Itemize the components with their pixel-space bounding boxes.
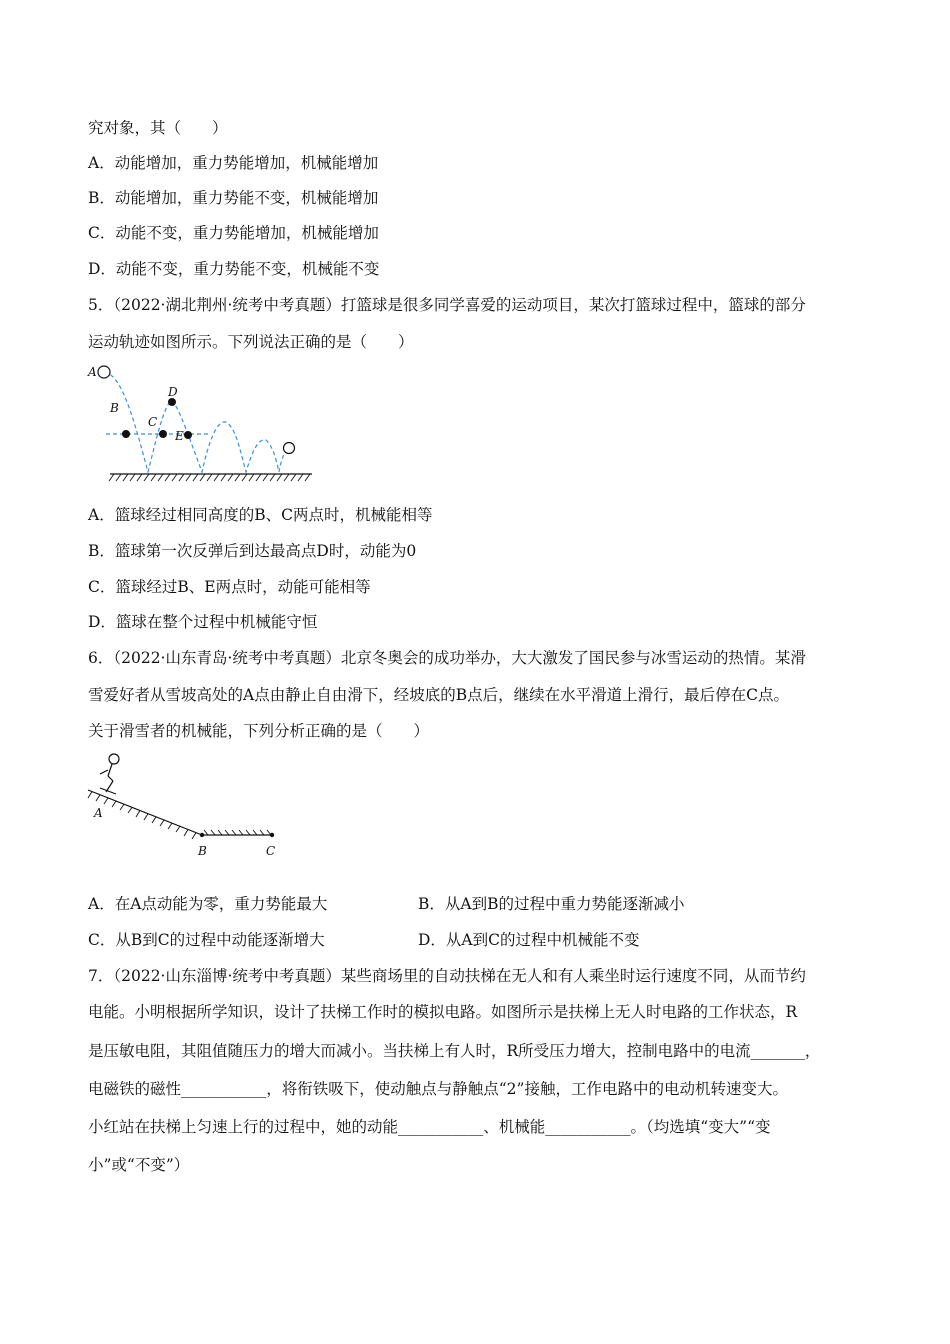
label-a: A: [94, 806, 103, 820]
q5-stem-line-1: 5．（2022·湖北荆州·统考中考真题）打篮球是很多同学喜爱的运动项目，某次打篮球过程中，篮球的部分: [88, 296, 806, 314]
point-c: [159, 430, 167, 438]
q6-option-c: C．从B到C的过程中动能逐渐增大: [88, 931, 325, 949]
point-e: [184, 431, 192, 439]
q4-option-c: C．动能不变，重力势能增加，机械能增加: [88, 224, 379, 242]
basketball-trajectory-figure: [86, 360, 318, 485]
q5-option-d: D．篮球在整个过程中机械能守恒: [88, 613, 318, 631]
q5-option-b: B．篮球第一次反弹后到达最高点D时，动能为0: [88, 542, 417, 560]
q4-option-b: B．动能增加，重力势能不变，机械能增加: [88, 189, 379, 207]
skier-icon: [100, 754, 119, 794]
label-d: D: [168, 385, 178, 399]
q5-option-a: A．篮球经过相同高度的B、C两点时，机械能相等: [88, 506, 433, 524]
start-ball: [98, 366, 110, 378]
q5-option-c: C．篮球经过B、E两点时，动能可能相等: [88, 578, 371, 596]
label-c: C: [266, 844, 276, 858]
label-e: E: [175, 429, 184, 443]
q4-option-d: D．动能不变，重力势能不变，机械能不变: [88, 260, 380, 278]
q6-stem-line-3: 关于滑雪者的机械能，下列分析正确的是（ ）: [88, 722, 430, 740]
q6-option-a: A．在A点动能为零，重力势能最大: [88, 895, 328, 913]
label-c: C: [148, 415, 158, 429]
label-b: B: [110, 401, 119, 415]
q7-stem-line-6: 小”或“不变”）: [88, 1156, 190, 1174]
q4-stem-tail: 究对象，其（ ）: [88, 119, 228, 137]
point-b-dot: [200, 833, 204, 837]
point-b: [122, 430, 130, 438]
q6-option-d: D．从A到C的过程中机械能不变: [418, 931, 640, 949]
q7-stem-line-4: 电磁铁的磁性___________，将衔铁吸下，使动触点与静触点“2”接触，工作电路中的电动机转速变大。: [88, 1080, 788, 1098]
q6-stem-line-2: 雪爱好者从雪坡高处的A点由静止自由滑下，经坡底的B点后，继续在水平滑道上滑行，最后停在C点。: [88, 686, 789, 704]
label-b: B: [198, 844, 207, 858]
label-a: A: [88, 365, 97, 379]
q5-stem-line-2: 运动轨迹如图所示。下列说法正确的是（ ）: [88, 333, 414, 351]
q6-option-b: B．从A到B的过程中重力势能逐渐减小: [418, 895, 685, 913]
q4-option-a: A．动能增加，重力势能增加，机械能增加: [88, 154, 379, 172]
q7-stem-line-2: 电能。小明根据所学知识，设计了扶梯工作时的模拟电路。如图所示是扶梯上无人时电路的工作状态，R: [88, 1003, 798, 1021]
q7-stem-line-3: 是压敏电阻，其阻值随压力的增大而减小。当扶梯上有人时，R所受压力增大，控制电路中的电流_______，: [88, 1042, 821, 1060]
point-c-dot: [270, 833, 274, 837]
q6-stem-line-1: 6．（2022·山东青岛·统考中考真题）北京冬奥会的成功举办，大大激发了国民参与冰雪运动的热情。某滑: [88, 649, 806, 667]
q7-stem-line-5: 小红站在扶梯上匀速上行的过程中，她的动能___________、机械能___________。（均选填“变大”“变: [88, 1118, 771, 1136]
ski-slope-figure: [86, 750, 286, 862]
point-d: [168, 398, 176, 406]
end-ball: [284, 443, 295, 454]
q7-stem-line-1: 7．（2022·山东淄博·统考中考真题）某些商场里的自动扶梯在无人和有人乘坐时运行速度不同，从而节约: [88, 967, 806, 985]
trajectory-path: [104, 372, 289, 472]
